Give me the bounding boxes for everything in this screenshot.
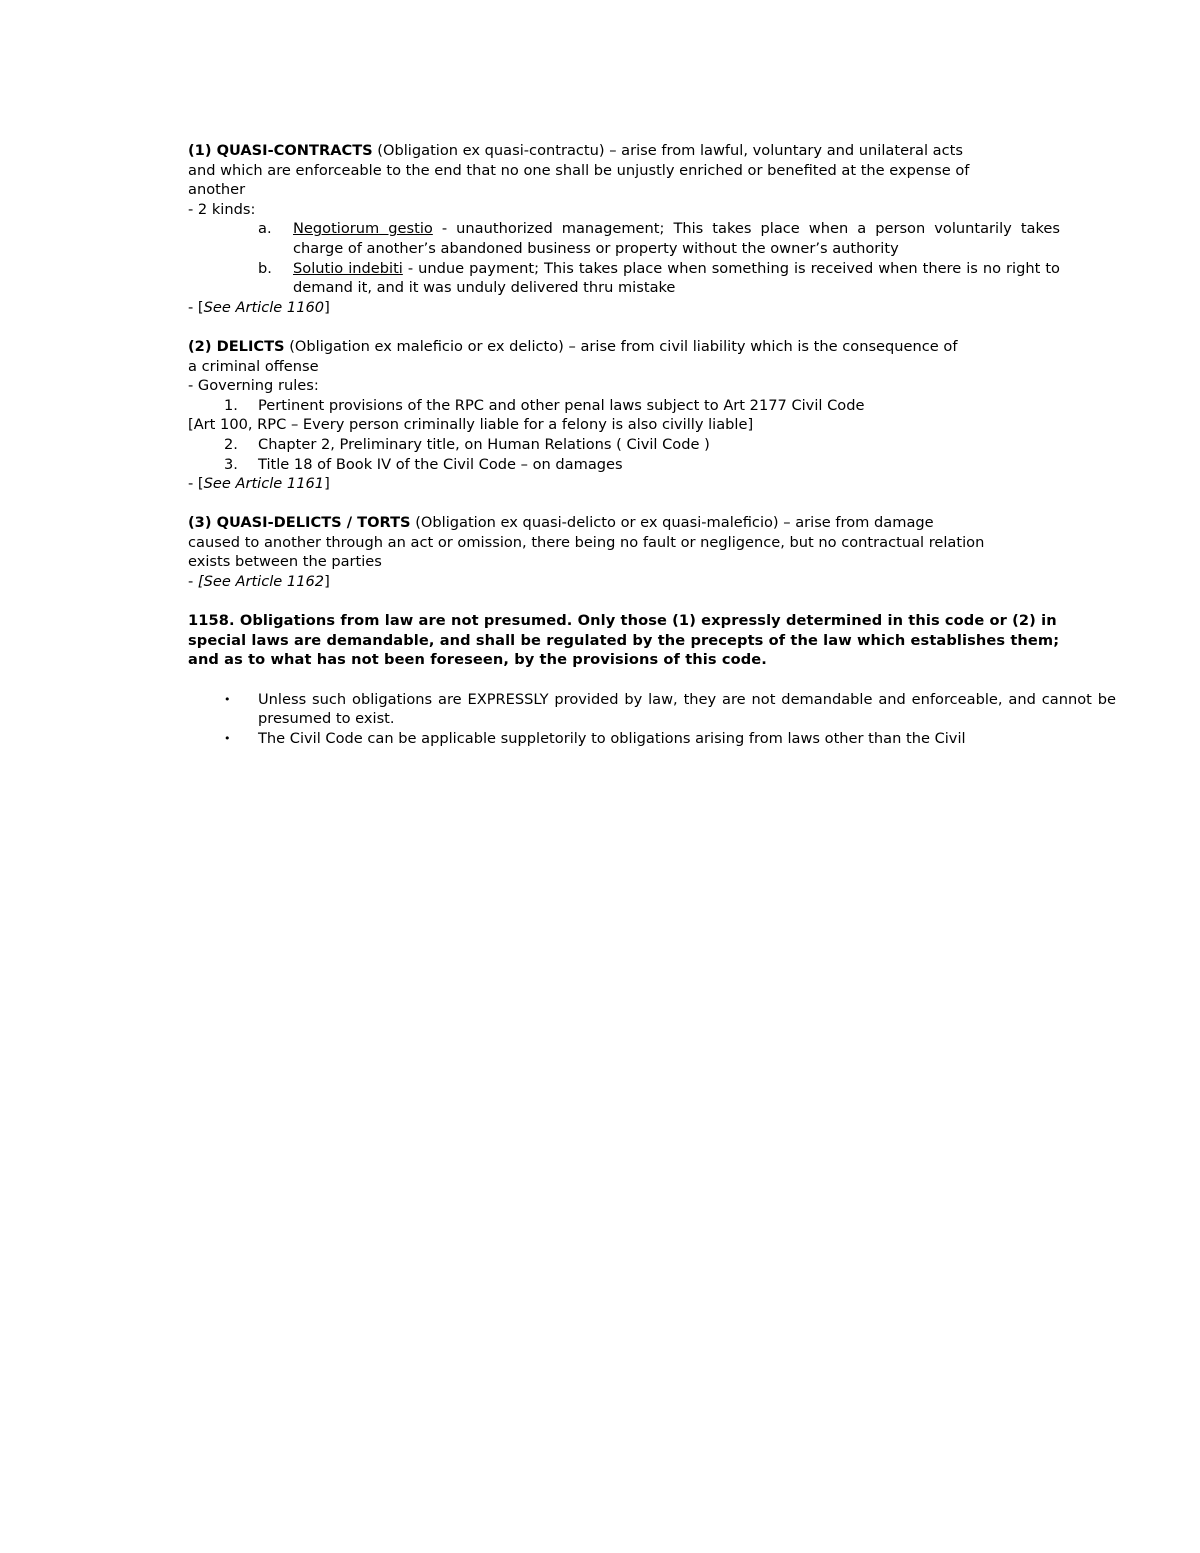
spacer [188, 592, 1060, 612]
term-negotiorum-gestio: Negotiorum gestio [293, 220, 433, 238]
list-marker: 1. [224, 396, 238, 414]
bracket-close: ] [324, 573, 330, 591]
quasi-delicts-desc-2: caused to another through an act or omission, there being no fault or negligence, but no contractual relation [188, 533, 985, 551]
spacer [188, 317, 1060, 337]
list-item-text: Chapter 2, Preliminary title, on Human Relations ( Civil Code ) [258, 435, 710, 453]
delicts-desc-2: a criminal offense [188, 357, 319, 375]
quasi-contracts-desc-3: another [188, 181, 246, 199]
term-solutio-indebiti: Solutio indebiti [293, 259, 403, 277]
quasi-delicts-intro [188, 513, 1060, 572]
bullet-icon: • [224, 692, 231, 706]
quasi-contracts-intro [188, 141, 1060, 200]
bullet-text: Unless such obligations are EXPRESSLY provided by law, they are not demandable and enforceable, and cannot be presumed to exist. [258, 690, 1116, 728]
governing-rules-label: - Governing rules: [188, 377, 319, 395]
section-article-1158 [188, 611, 1060, 670]
list-item [188, 455, 1060, 475]
list-item-text: Pertinent provisions of the RPC and other penal laws subject to Art 2177 Civil Code [258, 396, 865, 414]
list-item [188, 396, 1060, 416]
quasi-delicts-desc-1: (Obligation ex quasi-delicto or ex quasi-maleficio) – arise from damage [410, 514, 934, 532]
see-article-1161 [188, 474, 1060, 494]
bracket-open: - [ [188, 298, 204, 316]
section-delicts [188, 337, 1060, 494]
list-item [188, 219, 1060, 258]
bullet-item [188, 690, 1116, 729]
document-page [188, 141, 1116, 748]
delicts-heading: (2) DELICTS [188, 337, 285, 355]
section-quasi-delicts [188, 513, 1060, 591]
art-100-note: [Art 100, RPC – Every person criminally liable for a felony is also civilly liable] [188, 416, 754, 434]
spacer [188, 670, 1060, 690]
delicts-intro [188, 337, 1060, 376]
see-article-1160 [188, 298, 1060, 318]
bracket-close: ] [324, 475, 330, 493]
spacer [188, 494, 1060, 514]
bullet-item [188, 729, 1116, 749]
list-item-text: Title 18 of Book IV of the Civil Code – on damages [258, 455, 623, 473]
list-marker: b. [258, 259, 272, 277]
list-item-text: - unauthorized management; This takes place when a person voluntarily takes charge of another’s abandoned business or property without the owner’s authority [293, 220, 1060, 257]
quasi-contracts-desc-2: and which are enforceable to the end that no one shall be unjustly enriched or benefited at the expense of [188, 161, 970, 179]
list-item-text: - undue payment; This takes place when something is received when there is no right to demand it, and it was unduly delivered thru mistake [293, 259, 1060, 297]
quasi-contracts-heading: (1) QUASI-CONTRACTS [188, 142, 373, 159]
bullet-icon: • [224, 731, 231, 745]
article-1158-heading-1: 1158. Obligations from law are not presumed. Only those (1) expressly determined in this code or (2) in [188, 612, 1057, 630]
list-marker: a. [258, 220, 272, 238]
section-quasi-contracts [188, 141, 1060, 317]
article-1158-heading-2: special laws are demandable, and shall be regulated by the precepts of the law which establishes them; and as to what has not been foreseen, by the provisions of this code. [188, 631, 1060, 669]
delicts-desc-1: (Obligation ex maleficio or ex delicto) – arise from civil liability which is the consequence of [284, 337, 958, 355]
article-ref: See Article 1160 [203, 298, 325, 316]
list-marker: 2. [224, 435, 238, 453]
quasi-delicts-desc-3: exists between the parties [188, 553, 382, 571]
article-ref: See Article 1161 [203, 475, 325, 493]
list-marker: 3. [224, 455, 238, 473]
quasi-delicts-heading: (3) QUASI-DELICTS / TORTS [188, 514, 411, 532]
bracket-close: ] [324, 298, 330, 316]
kinds-label: - 2 kinds: [188, 200, 256, 218]
see-article-1162 [188, 572, 1060, 592]
dash-prefix: - [188, 573, 198, 591]
article-ref: [See Article 1162 [197, 573, 325, 591]
list-item [188, 435, 1060, 455]
quasi-contracts-desc-1: (Obligation ex quasi-contractu) – arise from lawful, voluntary and unilateral acts [372, 142, 963, 159]
list-item [188, 259, 1060, 298]
bracket-open: - [ [188, 475, 204, 493]
bullet-text: The Civil Code can be applicable suppletorily to obligations arising from laws other than the Civil [258, 729, 966, 747]
